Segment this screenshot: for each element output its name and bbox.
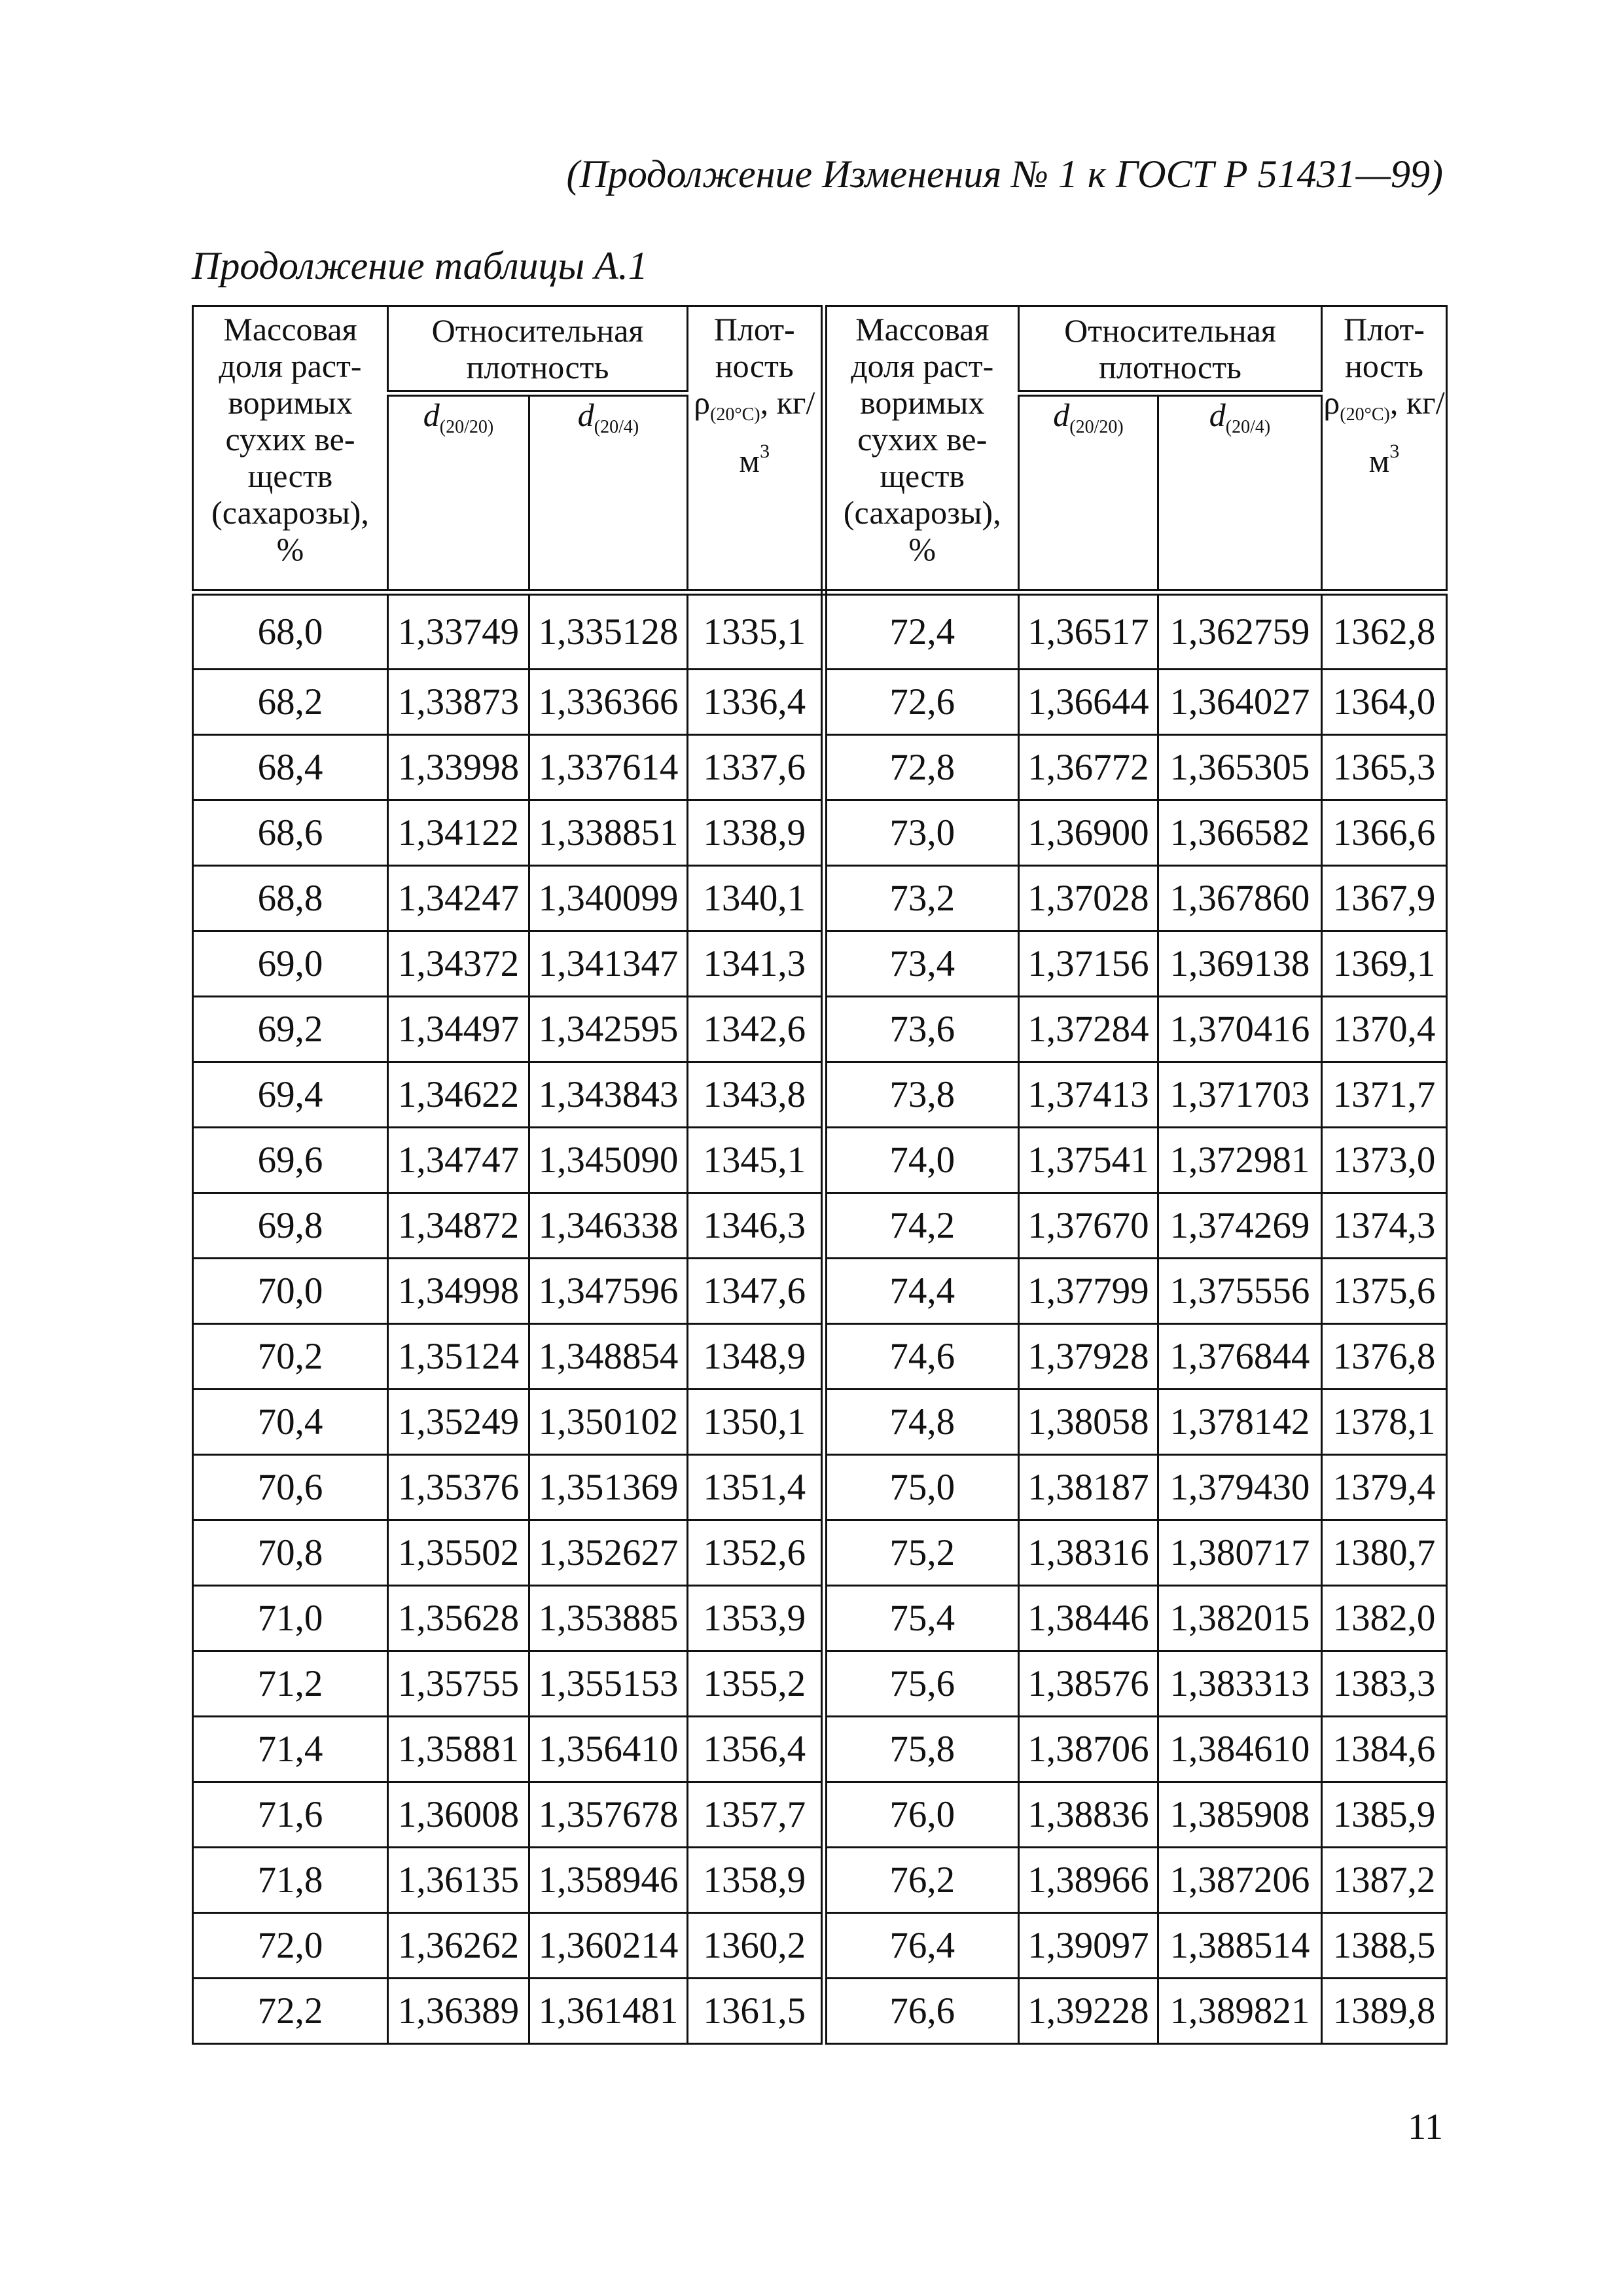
col-header-mass-fraction-2: Массовая доля раст- воримых сухих ве- ществ (сахарозы), % <box>824 306 1019 593</box>
table-cell: 71,2 <box>193 1651 388 1717</box>
table-body <box>193 592 1447 2044</box>
table-cell: 1380,7 <box>1322 1520 1447 1586</box>
table-row <box>193 1586 1447 1651</box>
table-cell: 1,37799 <box>1019 1259 1158 1324</box>
table-cell: 68,8 <box>193 866 388 931</box>
table-cell: 1,33998 <box>388 735 529 800</box>
table-cell: 69,2 <box>193 997 388 1062</box>
table-cell: 1378,1 <box>1322 1390 1447 1455</box>
table-cell: 1,365305 <box>1158 735 1322 800</box>
table-cell: 1,361481 <box>529 1979 688 2044</box>
col-header-d2020: $d_{(20/20)}$ <box>388 393 529 592</box>
table-row <box>193 1520 1447 1586</box>
table-cell: 1352,6 <box>688 1520 824 1586</box>
table-cell: 1338,9 <box>688 800 824 866</box>
table-cell: 1,338851 <box>529 800 688 866</box>
table-cell: 76,4 <box>824 1913 1019 1979</box>
table-cell: 1,372981 <box>1158 1128 1322 1193</box>
table-cell: 1,335128 <box>529 592 688 670</box>
table-cell: 68,2 <box>193 670 388 735</box>
table-cell: 75,0 <box>824 1455 1019 1520</box>
table-cell: 70,8 <box>193 1520 388 1586</box>
table-cell: 1,358946 <box>529 1848 688 1913</box>
table-cell: 1,356410 <box>529 1717 688 1782</box>
table-cell: 1350,1 <box>688 1390 824 1455</box>
table-row <box>193 997 1447 1062</box>
table-row <box>193 1193 1447 1259</box>
table-cell: 1,38706 <box>1019 1717 1158 1782</box>
table-cell: 1335,1 <box>688 592 824 670</box>
table-cell: 68,6 <box>193 800 388 866</box>
table-cell: 74,4 <box>824 1259 1019 1324</box>
table-cell: 1379,4 <box>1322 1455 1447 1520</box>
table-cell: 1,37413 <box>1019 1062 1158 1128</box>
table-cell: 1,34747 <box>388 1128 529 1193</box>
table-cell: 1,364027 <box>1158 670 1322 735</box>
table-row <box>193 735 1447 800</box>
table-cell: 1374,3 <box>1322 1193 1447 1259</box>
table-cell: 1,340099 <box>529 866 688 931</box>
table-cell: 1365,3 <box>1322 735 1447 800</box>
table-cell: 1,357678 <box>529 1782 688 1848</box>
table-cell: 69,8 <box>193 1193 388 1259</box>
table-cell: 74,8 <box>824 1390 1019 1455</box>
table-cell: 1,355153 <box>529 1651 688 1717</box>
table-cell: 1,33749 <box>388 592 529 670</box>
table-cell: 1,34872 <box>388 1193 529 1259</box>
table-cell: 1337,6 <box>688 735 824 800</box>
table-cell: 1347,6 <box>688 1259 824 1324</box>
table-row <box>193 866 1447 931</box>
table-cell: 1,37156 <box>1019 931 1158 997</box>
table-cell: 1,36135 <box>388 1848 529 1913</box>
table-cell: 1345,1 <box>688 1128 824 1193</box>
table-cell: 76,6 <box>824 1979 1019 2044</box>
table-cell: 1,380717 <box>1158 1520 1322 1586</box>
table-cell: 74,0 <box>824 1128 1019 1193</box>
col-header-d204: $d_{(20/4)}$ <box>529 393 688 592</box>
table-cell: 74,2 <box>824 1193 1019 1259</box>
table-cell: 1,36389 <box>388 1979 529 2044</box>
col-header-mass-fraction: Массовая доля раст- воримых сухих ве- ществ (сахарозы), % <box>193 306 388 593</box>
table-cell: 1,343843 <box>529 1062 688 1128</box>
table-cell: 71,8 <box>193 1848 388 1913</box>
table-cell: 1384,6 <box>1322 1717 1447 1782</box>
table-cell: 73,6 <box>824 997 1019 1062</box>
table-cell: 1,36517 <box>1019 592 1158 670</box>
table-row <box>193 1979 1447 2044</box>
table-cell: 69,0 <box>193 931 388 997</box>
table-cell: 1,38187 <box>1019 1455 1158 1520</box>
table-row <box>193 1390 1447 1455</box>
table-cell: 1,379430 <box>1158 1455 1322 1520</box>
table-cell: 1341,3 <box>688 931 824 997</box>
table-cell: 1,35502 <box>388 1520 529 1586</box>
table-cell: 1,34497 <box>388 997 529 1062</box>
table-cell: 1375,6 <box>1322 1259 1447 1324</box>
table-cell: 1,352627 <box>529 1520 688 1586</box>
table-cell: 1,33873 <box>388 670 529 735</box>
table-cell: 1,36900 <box>1019 800 1158 866</box>
table-cell: 1355,2 <box>688 1651 824 1717</box>
table-cell: 1,350102 <box>529 1390 688 1455</box>
table-cell: 72,0 <box>193 1913 388 1979</box>
page-header: (Продолжение Изменения № 1 к ГОСТ Р 51431—99) <box>566 152 1443 196</box>
table-cell: 75,4 <box>824 1586 1019 1651</box>
table-cell: 1,38446 <box>1019 1586 1158 1651</box>
table-row <box>193 1062 1447 1128</box>
table-cell: 75,8 <box>824 1717 1019 1782</box>
table-cell: 1361,5 <box>688 1979 824 2044</box>
table-cell: 68,0 <box>193 592 388 670</box>
table-cell: 1,376844 <box>1158 1324 1322 1390</box>
table-row <box>193 1324 1447 1390</box>
table-caption: Продолжение таблицы А.1 <box>192 244 648 287</box>
table-cell: 1,38836 <box>1019 1782 1158 1848</box>
table-cell: 1373,0 <box>1322 1128 1447 1193</box>
table-cell: 1,388514 <box>1158 1913 1322 1979</box>
table-cell: 1,371703 <box>1158 1062 1322 1128</box>
table-cell: 1,389821 <box>1158 1979 1322 2044</box>
table-cell: 70,4 <box>193 1390 388 1455</box>
table-cell: 71,6 <box>193 1782 388 1848</box>
table-cell: 1,36008 <box>388 1782 529 1848</box>
table-cell: 1362,8 <box>1322 592 1447 670</box>
table-cell: 1,382015 <box>1158 1586 1322 1651</box>
table-cell: 76,0 <box>824 1782 1019 1848</box>
table-cell: 1,366582 <box>1158 800 1322 866</box>
table-cell: 1,37028 <box>1019 866 1158 931</box>
table-cell: 1,35376 <box>388 1455 529 1520</box>
table-cell: 1367,9 <box>1322 866 1447 931</box>
table-cell: 1,36262 <box>388 1913 529 1979</box>
table-cell: 69,4 <box>193 1062 388 1128</box>
table-cell: 1,35249 <box>388 1390 529 1455</box>
table-cell: 1,342595 <box>529 997 688 1062</box>
table-cell: 1357,7 <box>688 1782 824 1848</box>
table-cell: 1385,9 <box>1322 1782 1447 1848</box>
col-header-d2020-2: $d_{(20/20)}$ <box>1019 393 1158 592</box>
table-cell: 1370,4 <box>1322 997 1447 1062</box>
table-row <box>193 931 1447 997</box>
table-cell: 70,0 <box>193 1259 388 1324</box>
table-row <box>193 1913 1447 1979</box>
table-cell: 1382,0 <box>1322 1586 1447 1651</box>
table-cell: 1,348854 <box>529 1324 688 1390</box>
table-cell: 1,347596 <box>529 1259 688 1324</box>
table-cell: 1,37670 <box>1019 1193 1158 1259</box>
table-row <box>193 592 1447 670</box>
table-cell: 1,346338 <box>529 1193 688 1259</box>
table-cell: 1340,1 <box>688 866 824 931</box>
table-cell: 1,384610 <box>1158 1717 1322 1782</box>
table-cell: 1,38058 <box>1019 1390 1158 1455</box>
table-cell: 1346,3 <box>688 1193 824 1259</box>
table-cell: 1371,7 <box>1322 1062 1447 1128</box>
col-header-relative-density-2: Относительная плотность <box>1019 306 1322 394</box>
table-cell: 73,4 <box>824 931 1019 997</box>
table-row <box>193 800 1447 866</box>
table-cell: 1,378142 <box>1158 1390 1322 1455</box>
table-cell: 1,351369 <box>529 1455 688 1520</box>
table-cell: 1,37541 <box>1019 1128 1158 1193</box>
table-cell: 1,353885 <box>529 1586 688 1651</box>
table-row <box>193 1259 1447 1324</box>
table-cell: 72,2 <box>193 1979 388 2044</box>
table-cell: 74,6 <box>824 1324 1019 1390</box>
table-cell: 1348,9 <box>688 1324 824 1390</box>
table-cell: 1,37284 <box>1019 997 1158 1062</box>
table-cell: 71,0 <box>193 1586 388 1651</box>
col-header-density: Плот- ность $\rho_{(20^\circ C)}$, $кг/м^3$ <box>688 306 824 593</box>
table-cell: 1,337614 <box>529 735 688 800</box>
table-cell: 1,35755 <box>388 1651 529 1717</box>
table-cell: 1376,8 <box>1322 1324 1447 1390</box>
table-head <box>193 306 1447 593</box>
table-cell: 1388,5 <box>1322 1913 1447 1979</box>
col-header-density-2: Плот- ность $\rho_{(20^\circ C)}$, $кг/м^3$ <box>1322 306 1447 593</box>
table-cell: 1,34247 <box>388 866 529 931</box>
table-cell: 1,34372 <box>388 931 529 997</box>
table-cell: 1,383313 <box>1158 1651 1322 1717</box>
table-cell: 1,375556 <box>1158 1259 1322 1324</box>
table-row <box>193 1848 1447 1913</box>
col-header-d204-2: $d_{(20/4)}$ <box>1158 393 1322 592</box>
table-cell: 1,36644 <box>1019 670 1158 735</box>
table-cell: 1,367860 <box>1158 866 1322 931</box>
table-cell: 68,4 <box>193 735 388 800</box>
table-row <box>193 1782 1447 1848</box>
table-cell: 1,35628 <box>388 1586 529 1651</box>
table-cell: 1,362759 <box>1158 592 1322 670</box>
table-cell: 1364,0 <box>1322 670 1447 735</box>
table-row <box>193 1455 1447 1520</box>
table-cell: 73,2 <box>824 866 1019 931</box>
table-cell: 1366,6 <box>1322 800 1447 866</box>
table-cell: 1,35124 <box>388 1324 529 1390</box>
table-cell: 1387,2 <box>1322 1848 1447 1913</box>
table-cell: 76,2 <box>824 1848 1019 1913</box>
table-cell: 1,341347 <box>529 931 688 997</box>
table-cell: 1,39228 <box>1019 1979 1158 2044</box>
table-cell: 1,36772 <box>1019 735 1158 800</box>
table-row <box>193 670 1447 735</box>
table-cell: 73,0 <box>824 800 1019 866</box>
density-table <box>192 305 1448 2045</box>
table-cell: 72,4 <box>824 592 1019 670</box>
table-cell: 1360,2 <box>688 1913 824 1979</box>
table-cell: 1383,3 <box>1322 1651 1447 1717</box>
table-cell: 1,34622 <box>388 1062 529 1128</box>
table-cell: 1,37928 <box>1019 1324 1158 1390</box>
table-cell: 1,35881 <box>388 1717 529 1782</box>
table-cell: 1,38576 <box>1019 1651 1158 1717</box>
table-cell: 1342,6 <box>688 997 824 1062</box>
table-cell: 1336,4 <box>688 670 824 735</box>
table-cell: 1,345090 <box>529 1128 688 1193</box>
table-cell: 1,34122 <box>388 800 529 866</box>
table-cell: 72,8 <box>824 735 1019 800</box>
table-cell: 1,39097 <box>1019 1913 1158 1979</box>
table-cell: 1,360214 <box>529 1913 688 1979</box>
table-row <box>193 1651 1447 1717</box>
table-cell: 1,34998 <box>388 1259 529 1324</box>
table-cell: 75,2 <box>824 1520 1019 1586</box>
table-cell: 1,387206 <box>1158 1848 1322 1913</box>
table-cell: 1369,1 <box>1322 931 1447 997</box>
table-cell: 70,6 <box>193 1455 388 1520</box>
table-cell: 70,2 <box>193 1324 388 1390</box>
col-header-relative-density: Относительная плотность <box>388 306 688 394</box>
table-cell: 1358,9 <box>688 1848 824 1913</box>
table-cell: 1,38316 <box>1019 1520 1158 1586</box>
table-cell: 1389,8 <box>1322 1979 1447 2044</box>
page-number: 11 <box>1408 2107 1443 2147</box>
table-cell: 69,6 <box>193 1128 388 1193</box>
table-cell: 1351,4 <box>688 1455 824 1520</box>
table-cell: 1,374269 <box>1158 1193 1322 1259</box>
table-cell: 75,6 <box>824 1651 1019 1717</box>
table-cell: 73,8 <box>824 1062 1019 1128</box>
table-cell: 1,38966 <box>1019 1848 1158 1913</box>
table-cell: 1,369138 <box>1158 931 1322 997</box>
table-cell: 1353,9 <box>688 1586 824 1651</box>
table-cell: 1,336366 <box>529 670 688 735</box>
table-row <box>193 1717 1447 1782</box>
table-cell: 72,6 <box>824 670 1019 735</box>
table-cell: 1,370416 <box>1158 997 1322 1062</box>
table-cell: 1343,8 <box>688 1062 824 1128</box>
table-row <box>193 1128 1447 1193</box>
table-cell: 1356,4 <box>688 1717 824 1782</box>
table-cell: 1,385908 <box>1158 1782 1322 1848</box>
table-cell: 71,4 <box>193 1717 388 1782</box>
